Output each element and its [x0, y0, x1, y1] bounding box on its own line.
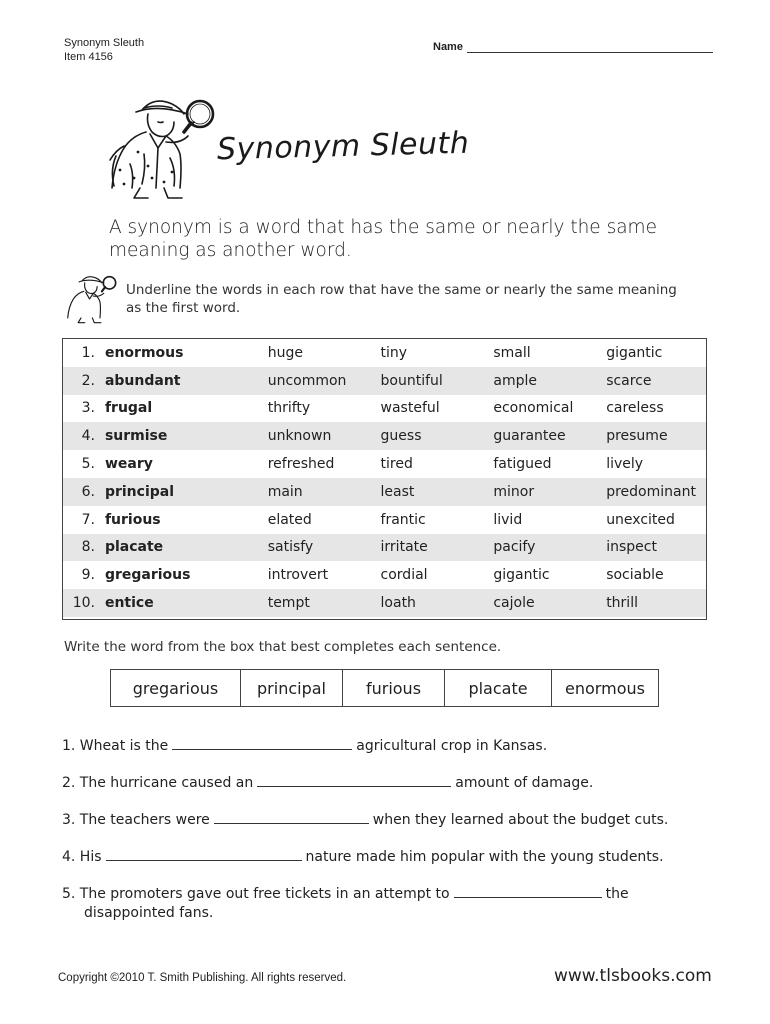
detective-illustration — [100, 92, 218, 200]
row-option[interactable]: thrifty — [267, 400, 311, 417]
row-target-word: enormous — [104, 344, 184, 361]
sentence-3 — [62, 810, 712, 830]
sentence-text: agricultural crop in Kansas. — [356, 738, 548, 754]
row-option[interactable]: uncommon — [267, 372, 347, 389]
sentence-text: disappointed fans. — [84, 905, 214, 921]
row-option[interactable]: thrill — [606, 595, 638, 612]
word-box-item: placate — [445, 670, 552, 706]
row-option[interactable]: pacify — [493, 539, 536, 556]
synonym-table — [62, 338, 707, 620]
row-option[interactable]: economical — [493, 400, 574, 417]
name-field[interactable] — [433, 40, 713, 53]
row-number: 9. — [81, 567, 95, 584]
table-row — [63, 506, 706, 534]
row-option[interactable]: small — [493, 344, 531, 361]
row-target-word: gregarious — [104, 567, 191, 584]
copyright: Copyright ©2010 T. Smith Publishing. All rights reserved. — [58, 972, 347, 984]
row-option[interactable]: cajole — [493, 595, 535, 612]
row-number: 10. — [72, 595, 95, 612]
row-option[interactable]: unknown — [267, 428, 332, 445]
row-option[interactable]: wasteful — [380, 400, 440, 417]
row-option[interactable]: tempt — [267, 595, 310, 612]
table-row — [63, 395, 706, 423]
row-option[interactable]: frantic — [380, 511, 426, 528]
word-box-item: enormous — [565, 678, 645, 698]
row-option[interactable]: predominant — [606, 483, 696, 500]
row-option[interactable]: sociable — [606, 567, 664, 584]
row-number: 4. — [81, 428, 95, 445]
answer-blank[interactable] — [106, 847, 302, 861]
definition-text: A synonym is a word that has the same or nearly the same meaning as another word. — [109, 217, 657, 261]
word-box — [110, 669, 659, 707]
row-option[interactable]: bountiful — [380, 372, 443, 389]
sentence-5 — [62, 884, 712, 923]
instruction-write: Write the word from the box that best completes each sentence. — [64, 639, 502, 655]
row-option[interactable]: ample — [493, 372, 537, 389]
row-option[interactable]: minor — [493, 483, 535, 500]
item-number: Item 4156 — [64, 51, 113, 63]
row-target-word: frugal — [104, 400, 153, 417]
word-box-item: furious — [343, 670, 445, 706]
row-target-word: entice — [104, 595, 154, 612]
sentence-text: nature made him popular with the young students. — [305, 849, 664, 865]
sentence-text: 5. The promoters gave out free tickets in an attempt to — [62, 886, 450, 902]
row-number: 3. — [81, 400, 95, 417]
row-target-word: surmise — [104, 428, 168, 445]
name-label: Name — [433, 41, 463, 53]
row-option[interactable]: scarce — [606, 372, 652, 389]
row-number: 1. — [81, 344, 95, 361]
table-row — [63, 450, 706, 478]
row-option[interactable]: fatigued — [493, 456, 552, 473]
row-target-word: principal — [104, 483, 175, 500]
row-option[interactable]: huge — [267, 344, 303, 361]
row-option[interactable]: guarantee — [493, 428, 566, 445]
table-row — [63, 422, 706, 450]
answer-blank[interactable] — [257, 773, 451, 787]
row-target-word: furious — [104, 511, 161, 528]
website-link[interactable]: www.tlsbooks.com — [554, 966, 712, 986]
sentence-text: 3. The teachers were — [62, 812, 210, 828]
sentence-1 — [62, 736, 712, 756]
row-option[interactable]: loath — [380, 595, 416, 612]
sentence-text: 2. The hurricane caused an — [62, 775, 254, 791]
row-option[interactable]: satisfy — [267, 539, 314, 556]
answer-blank[interactable] — [172, 736, 352, 750]
row-option[interactable]: unexcited — [606, 511, 675, 528]
table-row — [63, 339, 706, 367]
table-row — [63, 478, 706, 506]
sentence-text: amount of damage. — [455, 775, 594, 791]
row-option[interactable]: least — [380, 483, 415, 500]
detective-small-illustration — [62, 272, 118, 324]
row-option[interactable]: livid — [493, 511, 523, 528]
row-option[interactable]: tired — [380, 456, 413, 473]
row-option[interactable]: irritate — [380, 539, 428, 556]
instruction-underline: Underline the words in each row that have the same or nearly the same meaning as the first word. — [126, 282, 677, 316]
sentence-text: the — [605, 886, 629, 902]
row-option[interactable]: cordial — [380, 567, 428, 584]
sentence-2 — [62, 773, 712, 793]
row-number: 5. — [81, 456, 95, 473]
table-row — [63, 367, 706, 395]
sentence-text: 4. His — [62, 849, 102, 865]
row-option[interactable]: lively — [606, 456, 644, 473]
word-box-item: principal — [241, 670, 343, 706]
sentence-text: when they learned about the budget cuts. — [372, 812, 669, 828]
row-number: 2. — [81, 372, 95, 389]
table-row — [63, 534, 706, 562]
row-number: 6. — [81, 483, 95, 500]
answer-blank[interactable] — [454, 884, 602, 898]
row-option[interactable]: presume — [606, 428, 668, 445]
row-option[interactable]: guess — [380, 428, 422, 445]
table-row — [63, 589, 706, 617]
row-option[interactable]: gigantic — [606, 344, 663, 361]
row-target-word: abundant — [104, 372, 181, 389]
sentence-text: 1. Wheat is the — [62, 738, 169, 754]
row-option[interactable]: elated — [267, 511, 312, 528]
name-line[interactable] — [467, 40, 713, 53]
row-option[interactable]: tiny — [380, 344, 408, 361]
answer-blank[interactable] — [214, 810, 369, 824]
table-row — [63, 561, 706, 589]
row-option[interactable]: inspect — [606, 539, 657, 556]
row-target-word: weary — [104, 456, 153, 473]
row-option[interactable]: introvert — [267, 567, 329, 584]
sentence-4 — [62, 847, 712, 867]
row-target-word: placate — [104, 539, 164, 556]
row-number: 8. — [81, 539, 95, 556]
row-option[interactable]: careless — [606, 400, 664, 417]
worksheet-name: Synonym Sleuth — [64, 37, 145, 49]
page-title: Synonym Sleuth — [216, 125, 470, 168]
item-meta — [64, 36, 144, 64]
row-option[interactable]: main — [267, 483, 303, 500]
row-number: 7. — [81, 511, 95, 528]
row-option[interactable]: refreshed — [267, 456, 335, 473]
word-box-item: gregarious — [111, 670, 241, 706]
row-option[interactable]: gigantic — [493, 567, 550, 584]
